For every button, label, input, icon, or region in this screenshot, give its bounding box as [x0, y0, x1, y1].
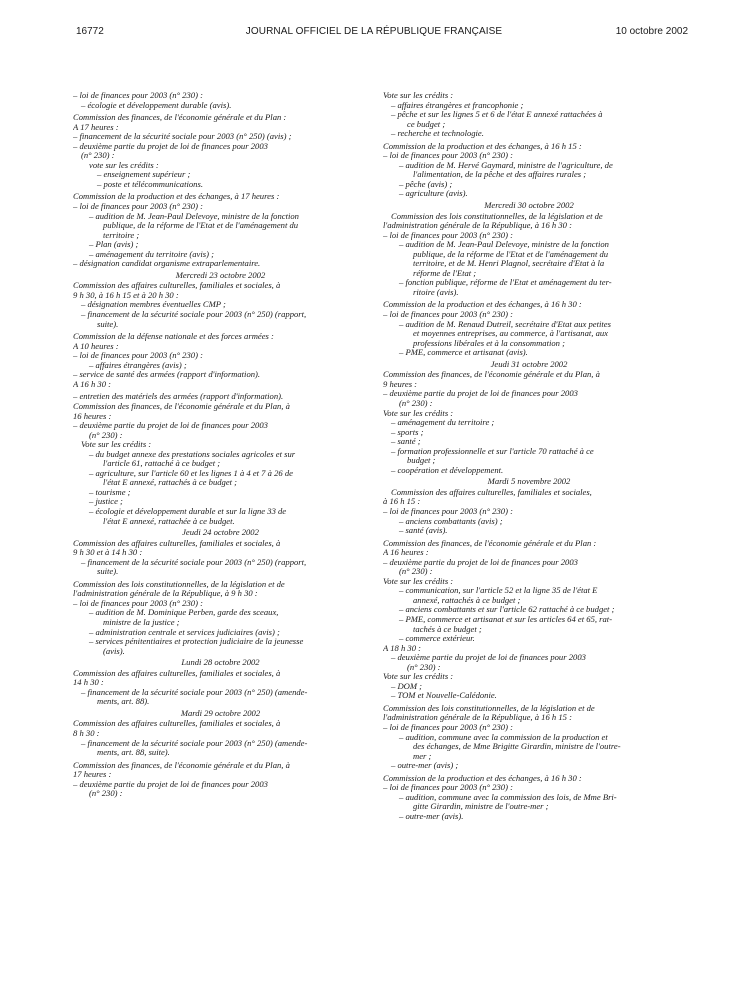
text-line: publique, de la réforme de l'Etat et de l'aménagement du	[103, 221, 299, 231]
text-line: – pêche (avis) ;	[399, 179, 453, 189]
text-line: territoire, et de M. Henri Plagnol, secrétaire d'Etat à la	[413, 259, 605, 269]
text-line: – audition de M. Hervé Gaymard, ministre de l'agriculture, de	[399, 160, 613, 170]
text-line: – administration centrale et services judiciaires (avis) ;	[89, 627, 280, 637]
text-line: Commission de la production et des échanges, à 16 h 15 :	[383, 141, 582, 151]
text-line: – communication, sur l'article 52 et la ligne 35 de l'état E	[399, 586, 598, 596]
text-line: Commission des lois constitutionnelles, de la législation et de	[391, 211, 603, 221]
text-line: – deuxième partie du projet de loi de finances pour 2003	[73, 421, 268, 431]
text-line: – désignation membres éventuelles CMP ;	[81, 300, 226, 310]
text-line: Commission des affaires culturelles, familiales et sociales, à	[73, 719, 281, 729]
text-line: – deuxième partie du projet de loi de finances pour 2003	[73, 779, 268, 789]
text-line: A 18 h 30 :	[383, 643, 422, 653]
text-line: des échanges, de Mme Brigitte Girardin, ministre de l'outre-	[413, 742, 621, 752]
text-line: ments, art. 88).	[97, 697, 150, 707]
date-heading: Jeudi 24 octobre 2002	[182, 528, 259, 538]
text-line: (n° 230) :	[89, 430, 123, 440]
date-heading: Jeudi 31 octobre 2002	[490, 359, 568, 369]
text-line: – deuxième partie du projet de loi de finances pour 2003	[73, 141, 268, 151]
journal-title: JOURNAL OFFICIEL DE LA RÉPUBLIQUE FRANÇAISE	[245, 26, 503, 37]
text-line: (n° 230) :	[81, 151, 115, 161]
date-heading: Mercredi 30 octobre 2002	[484, 201, 574, 211]
text-line: ments, art. 88, suite).	[97, 748, 170, 758]
text-line: l'alimentation, de la pêche et des affaires rurales ;	[413, 170, 587, 180]
text-line: (n° 230) :	[89, 789, 123, 799]
text-line: – audition, commune avec la commission de la production et	[399, 732, 608, 742]
text-line: Commission des affaires culturelles, familiales et sociales, à	[73, 538, 281, 548]
text-line: – outre-mer (avis) ;	[391, 761, 459, 771]
text-line: 16 heures :	[73, 411, 112, 421]
left-column	[73, 91, 368, 799]
text-line: Commission des finances, de l'économie générale et du Plan :	[383, 538, 597, 548]
text-line: – audition de M. Jean-Paul Delevoye, ministre de la fonction	[89, 211, 299, 221]
text-line: – loi de finances pour 2003 (n° 230) :	[383, 723, 513, 732]
text-line: Vote sur les crédits :	[81, 440, 152, 450]
text-line: suite).	[97, 319, 119, 329]
text-line: A 17 heures :	[73, 122, 119, 132]
text-line: l'état E annexé, rattachée à ce budget.	[103, 516, 235, 526]
text-line: Commission des finances, de l'économie générale et du Plan, à	[73, 401, 290, 411]
text-line: annexé, rattachés à ce budget ;	[413, 595, 521, 605]
text-line: – service de santé des armées (rapport d'information).	[73, 370, 261, 380]
text-line: ritoire (avis).	[413, 287, 459, 297]
text-line: – PME, commerce et artisanat (avis).	[399, 348, 528, 358]
text-line: – anciens combattants (avis) ;	[399, 516, 503, 526]
text-line: tachés à ce budget ;	[413, 624, 482, 634]
text-line: – justice ;	[89, 497, 123, 507]
text-line: Commission de la production et des échanges, à 17 heures :	[73, 192, 280, 202]
text-line: Commission des affaires culturelles, familiales et sociales, à	[73, 281, 281, 291]
text-line: ce budget ;	[407, 119, 446, 129]
text-line: – loi de finances pour 2003 (n° 230) :	[383, 230, 513, 240]
text-line: Commission des finances, de l'économie générale et du Plan, à	[383, 370, 600, 380]
text-line: Vote sur les crédits :	[383, 91, 454, 100]
text-line: – du budget annexe des prestations sociales agricoles et sur	[89, 449, 296, 459]
text-line: A 10 heures :	[73, 341, 119, 351]
text-line: Commission des affaires culturelles, familiales et sociales, à	[73, 668, 281, 678]
text-line: – écologie et développement durable (avis).	[81, 100, 232, 110]
text-line: Commission de la production et des échanges, à 16 h 30 :	[383, 300, 582, 310]
text-line: – TOM et Nouvelle-Calédonie.	[391, 691, 497, 701]
text-line: (n° 230) :	[399, 398, 433, 408]
text-line: – santé ;	[391, 437, 421, 447]
text-line: Commission des finances, de l'économie générale et du Plan, à	[73, 760, 290, 770]
text-line: – pêche et sur les lignes 5 et 6 de l'état E annexé rattachées à	[391, 110, 603, 120]
text-line: – tourisme ;	[89, 487, 131, 497]
text-line: – deuxième partie du projet de loi de finances pour 2003	[383, 389, 578, 399]
text-line: – poste et télécommunications.	[97, 179, 203, 189]
text-line: – loi de finances pour 2003 (n° 230) :	[383, 310, 513, 320]
text-line: l'administration générale de la République, à 9 h 30 :	[73, 589, 258, 599]
text-line: – affaires étrangères et francophonie ;	[391, 100, 524, 110]
text-line: ministre de la justice ;	[103, 617, 180, 627]
text-line: – financement de la sécurité sociale pour 2003 (n° 250) (rapport,	[81, 557, 307, 567]
text-line: 14 h 30 :	[73, 678, 104, 688]
text-line: 9 heures :	[383, 379, 418, 389]
text-line: – formation professionnelle et sur l'article 70 rattaché à ce	[391, 446, 594, 456]
text-line: – financement de la sécurité sociale pour 2003 (n° 250) (avis) ;	[73, 132, 292, 142]
text-line: Commission des finances, de l'économie générale et du Plan :	[73, 113, 287, 123]
text-line: l'administration générale de la République, à 16 h 30 :	[383, 221, 572, 231]
text-line: – écologie et développement durable et sur la ligne 33 de	[89, 506, 287, 516]
text-line: – entretien des matériels des armées (rapport d'information).	[73, 392, 284, 402]
date-heading: Lundi 28 octobre 2002	[181, 658, 260, 668]
date-heading: Mercredi 23 octobre 2002	[175, 270, 266, 280]
text-line: 9 h 30 et à 14 h 30 :	[73, 548, 143, 558]
text-line: – financement de la sécurité sociale pour 2003 (n° 250) (amende-	[81, 738, 308, 748]
text-line: (n° 230) :	[407, 662, 441, 672]
text-line: – loi de finances pour 2003 (n° 230) :	[383, 506, 513, 516]
text-line: – sports ;	[391, 427, 424, 437]
date-heading: Mardi 5 novembre 2002	[487, 477, 571, 487]
text-line: mer ;	[413, 751, 432, 761]
text-line: – coopération et développement.	[391, 465, 504, 475]
text-line: – loi de finances pour 2003 (n° 230) :	[73, 598, 203, 608]
text-line: territoire ;	[103, 230, 140, 240]
text-line: vote sur les crédits :	[89, 160, 159, 170]
text-line: – loi de finances pour 2003 (n° 230) :	[73, 202, 203, 212]
text-line: Commission de la défense nationale et des forces armées :	[73, 332, 274, 342]
text-line: 17 heures :	[73, 770, 112, 780]
text-line: suite).	[97, 567, 119, 577]
text-line: – commerce extérieur.	[399, 634, 475, 644]
text-line: Vote sur les crédits :	[383, 672, 454, 682]
text-line: Commission des lois constitutionnelles, de la législation et de	[73, 579, 285, 589]
text-line: – anciens combattants et sur l'article 62 rattaché à ce budget ;	[399, 605, 615, 615]
text-line: 9 h 30, à 16 h 15 et à 20 h 30 :	[73, 290, 179, 300]
text-line: – audition de M. Jean-Paul Delevoye, ministre de la fonction	[399, 240, 609, 250]
text-line: professions libérales et à la consommation ;	[413, 338, 565, 348]
text-line: – désignation candidat organisme extraparlementaire.	[73, 259, 261, 269]
text-line: budget ;	[407, 456, 436, 466]
text-line: et moyennes entreprises, au commerce, à l'artisanat, aux	[413, 329, 608, 339]
text-line: – aménagement du territoire (avis) ;	[89, 249, 214, 259]
text-line: – santé (avis).	[399, 526, 448, 536]
text-line: Commission de la production et des échanges, à 16 h 30 :	[383, 773, 582, 783]
text-line: (avis).	[103, 646, 125, 656]
text-line: à 16 h 15 :	[383, 497, 421, 507]
text-line: – PME, commerce et artisanat et sur les articles 64 et 65, rat-	[399, 614, 613, 624]
text-line: – services pénitentiaires et protection judiciaire de la jeunesse	[89, 637, 304, 647]
text-line: – outre-mer (avis).	[399, 811, 464, 821]
text-line: – loi de finances pour 2003 (n° 230) :	[383, 151, 513, 161]
text-line: Commission des lois constitutionnelles, de la législation et de	[383, 703, 595, 713]
text-line: (n° 230) :	[399, 567, 433, 577]
text-line: – loi de finances pour 2003 (n° 230) :	[73, 351, 203, 361]
text-line: l'administration générale de la République, à 16 h 15 :	[383, 713, 572, 723]
right-column	[383, 91, 675, 821]
text-line: A 16 heures :	[383, 548, 429, 558]
text-line: – deuxième partie du projet de loi de finances pour 2003	[383, 557, 578, 567]
text-line: – deuxième partie du projet de loi de finances pour 2003	[391, 653, 586, 663]
text-line: – financement de la sécurité sociale pour 2003 (n° 250) (amende-	[81, 687, 308, 697]
text-line: – audition de M. Renaud Dutreil, secrétaire d'Etat aux petites	[399, 319, 611, 329]
text-line: – audition, commune avec la commission des lois, de Mme Bri-	[399, 792, 617, 802]
text-line: – recherche et technologie.	[391, 129, 484, 139]
text-line: l'état E annexé, rattachés à ce budget ;	[103, 478, 238, 488]
date-heading: Mardi 29 octobre 2002	[180, 708, 261, 718]
text-line: Vote sur les crédits :	[383, 408, 454, 418]
text-line: l'article 61, rattaché à ce budget ;	[103, 459, 221, 469]
text-line: réforme de l'Etat ;	[413, 268, 477, 278]
text-line: Vote sur les crédits :	[383, 576, 454, 586]
text-line: Commission des affaires culturelles, familiales et sociales,	[391, 487, 592, 497]
text-line: – loi de finances pour 2003 (n° 230) :	[73, 91, 203, 100]
text-line: gitte Girardin, ministre de l'outre-mer ;	[413, 802, 549, 812]
text-line: – affaires étrangères (avis) ;	[89, 360, 187, 370]
text-line: – DOM ;	[391, 681, 423, 691]
text-line: – aménagement du territoire ;	[391, 418, 495, 428]
text-line: publique, de la réforme de l'Etat et de l'aménagement du	[413, 249, 609, 259]
text-line: – fonction publique, réforme de l'Etat et aménagement du ter-	[399, 278, 612, 288]
text-line: – agriculture (avis).	[399, 189, 468, 199]
text-line: – Plan (avis) ;	[89, 240, 139, 250]
text-line: A 16 h 30 :	[73, 379, 112, 389]
text-line: – loi de finances pour 2003 (n° 230) :	[383, 783, 513, 793]
text-line: – enseignement supérieur ;	[97, 170, 191, 180]
issue-date: 10 octobre 2002	[615, 26, 688, 37]
text-line: – agriculture, sur l'article 60 et les lignes 1 à 4 et 7 à 26 de	[89, 468, 293, 478]
page-number: 16772	[76, 26, 104, 37]
text-line: – financement de la sécurité sociale pour 2003 (n° 250) (rapport,	[81, 310, 307, 320]
text-line: – audition de M. Dominique Perben, garde des sceaux,	[89, 608, 279, 618]
text-line: 8 h 30 :	[73, 729, 100, 738]
